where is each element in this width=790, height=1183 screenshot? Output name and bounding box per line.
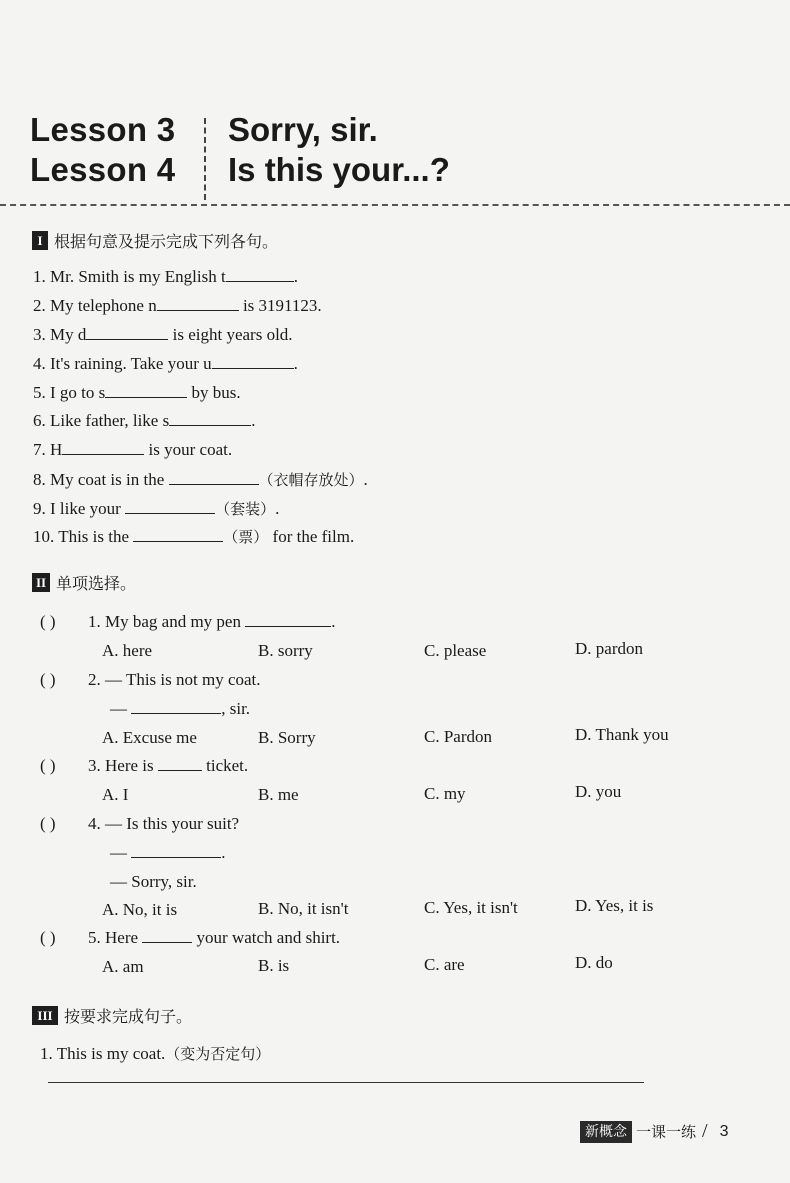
answer-paren[interactable]: ( )	[40, 670, 56, 689]
fill-item-6: 6. Like father, like s .	[33, 411, 256, 430]
fill-hint: （衣帽存放处）	[258, 471, 364, 489]
fill-item-5: 5. I go to s by bus.	[33, 383, 241, 402]
fill-item-9: 9. I like your （套装）.	[33, 499, 280, 518]
section-2-heading	[32, 571, 136, 594]
section-2-numeral: II	[32, 573, 50, 592]
fill-item-1: 1. Mr. Smith is my English t .	[33, 267, 298, 286]
answer-blank[interactable]	[131, 699, 221, 714]
section-3-title: 按要求完成句子。	[64, 1007, 193, 1026]
answer-paren[interactable]: ( )	[40, 612, 56, 631]
brand-badge: 新概念	[580, 1121, 632, 1143]
rewrite-hint: （变为否定句）	[165, 1045, 271, 1063]
q1-option-c[interactable]: C. please	[424, 641, 487, 660]
answer-blank[interactable]	[86, 325, 168, 340]
lesson-4-label: Lesson 4	[30, 151, 176, 188]
header-dashed-rule	[0, 204, 790, 206]
section-1-title: 根据句意及提示完成下列各句。	[54, 232, 279, 251]
q3-option-c[interactable]: C. my	[424, 784, 466, 803]
q2-option-b[interactable]: B. Sorry	[258, 728, 316, 747]
section-3-numeral: III	[32, 1006, 58, 1025]
page-number: 3	[719, 1122, 729, 1140]
answer-blank[interactable]	[245, 612, 331, 627]
rewrite-item-1: 1. This is my coat.（变为否定句）	[40, 1044, 271, 1063]
q5-option-c[interactable]: C. are	[424, 955, 465, 974]
q1-option-d[interactable]: D. pardon	[575, 639, 643, 658]
section-3-heading	[32, 1004, 192, 1027]
lesson-numbers	[30, 110, 195, 190]
q2-option-d[interactable]: D. Thank you	[575, 725, 669, 744]
q4-second-reply: — Sorry, sir.	[110, 872, 197, 891]
fill-item-8: 8. My coat is in the （衣帽存放处）.	[33, 470, 368, 489]
fill-item-4: 4. It's raining. Take your u .	[33, 354, 298, 373]
choice-question-3: ( ) 3. Here is ticket.	[40, 756, 249, 775]
q1-option-a[interactable]: A. here	[102, 641, 153, 660]
answer-blank[interactable]	[133, 527, 223, 542]
answer-blank[interactable]	[105, 383, 187, 398]
q4-option-b[interactable]: B. No, it isn't	[258, 899, 349, 918]
q4-option-d[interactable]: D. Yes, it is	[575, 896, 654, 915]
answer-paren[interactable]: ( )	[40, 928, 56, 947]
q3-option-a[interactable]: A. I	[102, 785, 129, 804]
section-1-heading	[32, 229, 278, 252]
lesson-3-title: Sorry, sir.	[228, 111, 378, 148]
section-2-title: 单项选择。	[56, 574, 137, 593]
q2-reply: — , sir.	[110, 699, 251, 718]
answer-blank[interactable]	[169, 470, 259, 485]
q2-option-c[interactable]: C. Pardon	[424, 727, 492, 746]
fill-item-3: 3. My d is eight years old.	[33, 325, 293, 344]
choice-question-2: ( ) 2. — This is not my coat.	[40, 670, 261, 689]
q3-option-d[interactable]: D. you	[575, 782, 622, 801]
footer-divider: /	[702, 1120, 708, 1142]
q4-reply: — .	[110, 843, 226, 862]
section-1-numeral: I	[32, 231, 48, 250]
q3-option-b[interactable]: B. me	[258, 785, 299, 804]
answer-paren[interactable]: ( )	[40, 814, 56, 833]
q5-option-a[interactable]: A. am	[102, 957, 144, 976]
lesson-header	[30, 110, 770, 200]
page-footer	[580, 1120, 728, 1143]
choice-question-5: ( ) 5. Here your watch and shirt.	[40, 928, 341, 947]
fill-item-2: 2. My telephone n is 3191123.	[33, 296, 322, 315]
q5-option-b[interactable]: B. is	[258, 956, 290, 975]
answer-paren[interactable]: ( )	[40, 756, 56, 775]
lesson-4-title: Is this your...?	[228, 151, 450, 188]
answer-blank[interactable]	[169, 411, 251, 426]
q4-option-a[interactable]: A. No, it is	[102, 900, 178, 919]
answer-blank[interactable]	[158, 756, 202, 771]
fill-hint: （票）	[223, 528, 269, 546]
answer-blank[interactable]	[142, 928, 192, 943]
rewrite-answer-line[interactable]	[48, 1082, 644, 1083]
q4-option-c[interactable]: C. Yes, it isn't	[424, 898, 518, 917]
q2-option-a[interactable]: A. Excuse me	[102, 728, 197, 747]
q5-option-d[interactable]: D. do	[575, 953, 613, 972]
q1-option-b[interactable]: B. sorry	[258, 641, 313, 660]
lesson-titles	[228, 110, 450, 190]
answer-blank[interactable]	[131, 843, 221, 858]
fill-item-10: 10. This is the （票） for the film.	[33, 527, 355, 546]
answer-blank[interactable]	[125, 499, 215, 514]
lesson-3-label: Lesson 3	[30, 111, 176, 148]
answer-blank[interactable]	[62, 440, 144, 455]
fill-item-7: 7. H is your coat.	[33, 440, 233, 459]
answer-blank[interactable]	[212, 354, 294, 369]
fill-hint: （套装）	[215, 500, 276, 518]
choice-question-1: ( ) 1. My bag and my pen .	[40, 612, 336, 631]
choice-question-4: ( ) 4. — Is this your suit?	[40, 814, 240, 833]
answer-blank[interactable]	[157, 296, 239, 311]
header-divider	[204, 118, 206, 200]
brand-series: 一课一练	[636, 1123, 697, 1141]
answer-blank[interactable]	[226, 267, 294, 282]
